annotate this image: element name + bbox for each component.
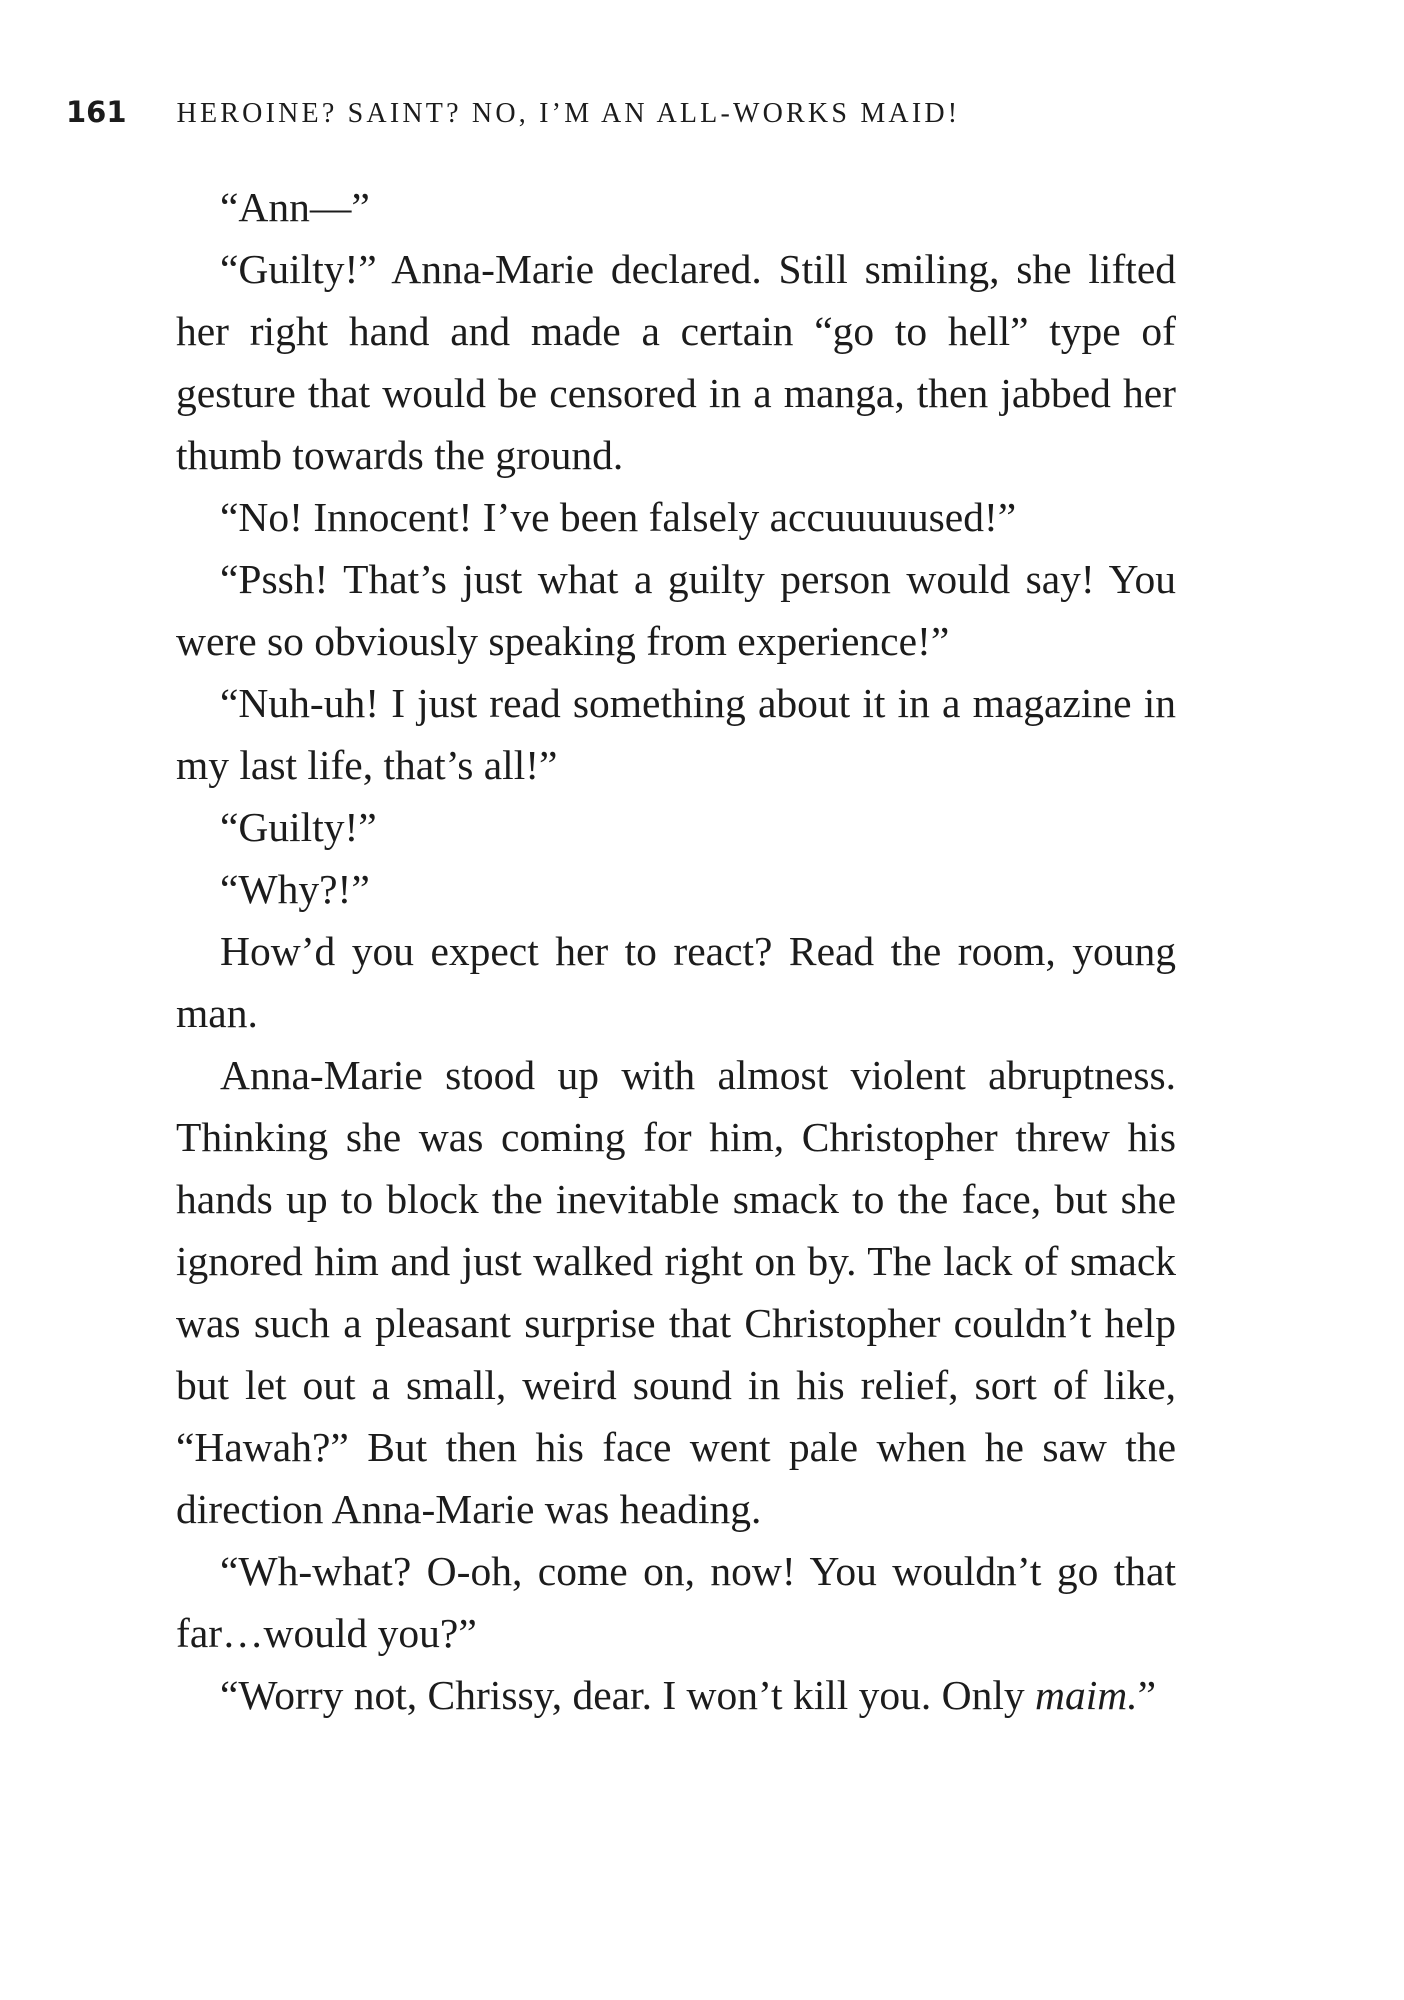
body-text [176,176,1176,1726]
emphasis-text: maim. [1035,1672,1138,1718]
page-number: 161 [66,95,127,129]
book-title: HEROINE? SAINT? NO, I’M AN ALL-WORKS MAID! [176,98,961,129]
closing-quote: ” [1137,1672,1157,1718]
paragraph: How’d you expect her to react? Read the room, young man. [176,928,1176,1036]
paragraph: “Nuh-uh! I just read something about it in a magazine in my last life, that’s all!” [176,680,1176,788]
paragraph: “Guilty!” [220,804,377,850]
paragraph: “No! Innocent! I’ve been falsely accuuuuused!” [220,494,1017,540]
paragraph: “Pssh! That’s just what a guilty person would say! You were so obviously speaking from experience!” [176,556,1176,664]
last-paragraph [176,1664,1176,1726]
paragraph: Anna-Marie stood up with almost violent abruptness. Thinking she was coming for him, Christopher threw his hands up to block the inevitable smack to the face, but she ignored him and just walked right on by. The lack of smack was such a pleasant surprise that Christopher couldn’t help but let out a small, weird sound in his relief, sort of like, “Hawah?” But then his face went pale when he saw the direction Anna-Marie was heading. [176,1052,1176,1532]
paragraph: “Wh-what? O-oh, come on, now! You wouldn’t go that far…would you?” [176,1548,1176,1656]
last-paragraph-text: “Worry not, Chrissy, dear. I won’t kill you. Only [220,1672,1036,1718]
paragraph: “Guilty!” Anna-Marie declared. Still smiling, she lifted her right hand and made a certain “go to hell” type of gesture that would be censored in a manga, then jabbed her thumb towards the ground. [176,246,1176,478]
paragraph: “Why?!” [220,866,370,912]
paragraph: “Ann—” [220,184,370,230]
running-header [66,95,1306,139]
